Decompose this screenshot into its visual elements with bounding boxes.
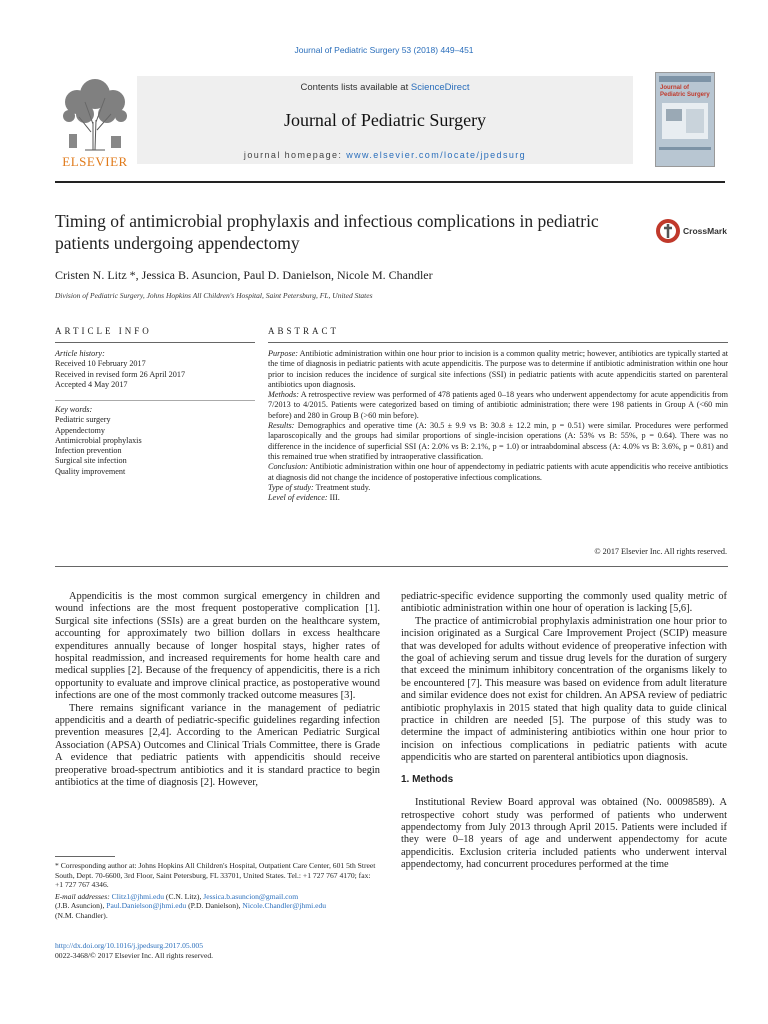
abstract-divider	[268, 342, 728, 343]
history-revised: Received in revised form 26 April 2017	[55, 369, 186, 379]
purpose-text: Antibiotic administration within one hour prior to incision is a common quality metric; however, antibiotics are typically started at the time of diagnosis in pediatric patients with acute appendicitis. The purpose was to determine if antibiotic administration within one hour prior to incision reduces the incidence of surgical site infections (SSI) in pediatric patients with acute appendicitis started on parenteral antibiotics upon diagnosis.	[268, 349, 728, 389]
abstract-evidence	[268, 493, 728, 503]
evidence-label: Level of evidence:	[268, 493, 328, 503]
author-list[interactable]: Cristen N. Litz *, Jessica B. Asuncion, Paul D. Danielson, Nicole M. Chandler	[55, 268, 433, 282]
body-paragraph: pediatric-specific evidence supporting the commonly used quality metric of antibiotic administration within one hour of operation is lacking [5,6].	[401, 591, 727, 615]
journal-title: Journal of Pediatric Surgery	[283, 110, 487, 130]
email-owner: (N.M. Chandler).	[55, 910, 108, 920]
conclusion-text: Antibiotic administration within one hour of appendectomy in pediatric patients with acute appendicitis who receive antibiotics at diagnosis did not change the incidence of postoperative infectious complications.	[268, 462, 728, 482]
abstract-conclusion	[268, 462, 728, 483]
body-column-right	[401, 591, 727, 872]
email-label: E-mail addresses:	[55, 891, 110, 901]
keyword-item: Appendectomy	[55, 425, 106, 435]
contents-line	[137, 82, 633, 93]
abstract-copyright: © 2017 Elsevier Inc. All rights reserved.	[594, 547, 727, 556]
keyword-item: Antimicrobial prophylaxis	[55, 435, 142, 445]
article-info-heading: ARTICLE INFO	[55, 326, 152, 336]
body-paragraph: Appendicitis is the most common surgical emergency in children and wound infections are the most frequent postoperative complication [1]. Surgical site infections (SSIs) are a great burden on the healthcare system, accounting for approximately two billion dollars in excess healthcare expenditures annually because of longer hospital stays, higher rates of hospital readmission, and increased requirements for home health care and medical supplies [2]. Because of the frequency of appendicitis, there is a rich opportunity to evaluate and improve clinical practice, as postoperative wound infections are one of the most commonly tracked outcome measures [3].	[55, 591, 380, 702]
journal-homepage	[137, 150, 633, 160]
abstract-methods	[268, 390, 728, 421]
email-link[interactable]: Clitz1@jhmi.edu	[111, 891, 165, 901]
sciencedirect-link[interactable]: ScienceDirect	[410, 82, 470, 93]
homepage-prefix: journal homepage:	[243, 150, 347, 160]
journal-banner	[137, 76, 633, 164]
methods-label: Methods:	[268, 390, 299, 400]
crossmark-button[interactable]	[655, 218, 735, 246]
journal-masthead	[55, 72, 715, 167]
email-link[interactable]: Nicole.Chandler@jhmi.edu	[242, 901, 327, 911]
study-type-label: Type of study:	[268, 482, 314, 492]
results-label: Results:	[268, 421, 295, 431]
email-owner: (C.N. Litz),	[164, 891, 204, 901]
abstract-body	[268, 349, 728, 503]
abstract-heading: ABSTRACT	[268, 326, 340, 336]
elsevier-wordmark: ELSEVIER	[62, 154, 128, 169]
body-paragraph: The practice of antimicrobial prophylaxis administration one hour prior to incision originated as a Surgical Care Improvement Project (SCIP) measure that was developed for adults without evidence of preoperative infection with the goal of achieving serum and tissue drug levels for the duration of surgery that exceed the minimum inhibitory concentration of the organisms likely to be encountered [7]. This measure was based on evidence from adult literature and similar evidence does not exist for children. An APSA review of pediatric antibiotic prophylaxis in 2015 stated that high quality data to guide clinical practice in children are needed [5]. The purpose of this study was to determine the impact of administering antibiotics within one hour prior to incision on infectious complications in pediatric patients with acute appendicitis who are started on parenteral antibiotics upon diagnosis.	[401, 615, 727, 764]
email-link[interactable]: Jessica.b.asuncion@gmail.com	[203, 891, 299, 901]
keywords-list	[55, 405, 255, 477]
conclusion-label: Conclusion:	[268, 462, 309, 472]
crossmark-icon	[655, 218, 681, 244]
results-text: Demographics and operative time (A: 30.5 ± 9.9 vs B: 30.8 ± 12.2 min, p = 0.51) were similar. Procedures were performed laparoscopically and the groups had similar proportions of single-incision operations (A: 53% vs B: 55%, p = 0.64). There was no difference in the incidence of superficial SSI (A: 2.0% vs B: 2.1%, p = 1.0) or intraabdominal abscess (A: 4.0% vs B: 3.6%, p = 0.81) and this remained true when stratified by intraoperative classification.	[268, 421, 728, 461]
article-title: Timing of antimicrobial prophylaxis and infectious complications in pediatric patients undergoing appendectomy	[55, 211, 599, 253]
abstract-bottom-divider	[55, 566, 728, 567]
elsevier-tree-logo[interactable]	[55, 72, 135, 167]
homepage-link[interactable]: www.elsevier.com/locate/jpedsurg	[346, 150, 527, 160]
keywords-label: Key words:	[55, 405, 93, 414]
email-owner: (J.B. Asuncion),	[55, 901, 107, 911]
email-link[interactable]: Paul.Danielson@jhmi.edu	[106, 901, 187, 911]
journal-cover-thumbnail[interactable]	[655, 72, 715, 167]
corresponding-author-note: * Corresponding author at: Johns Hopkins All Children's Hospital, Outpatient Care Center, 601 5th Street South, Dept. 70-6600, 3rd Floor, Saint Petersburg, FL 33701, United States. Tel.: +1 727 767 4170; fax: +1 727 767 4346.	[55, 861, 376, 890]
body-column-left	[55, 591, 380, 790]
keyword-item: Infection prevention	[55, 446, 122, 456]
article-info-divider	[55, 342, 255, 343]
email-owner: (P.D. Danielson),	[186, 901, 243, 911]
evidence-text: III.	[327, 493, 340, 503]
keyword-item: Pediatric surgery	[55, 415, 111, 425]
crossmark-label: CrossMark	[683, 226, 727, 236]
study-type-text: Treatment study.	[313, 482, 371, 492]
email-addresses	[55, 892, 380, 921]
article-history	[55, 349, 255, 390]
doi-block	[55, 941, 213, 961]
body-paragraph: Institutional Review Board approval was obtained (No. 00098589). A retrospective cohort study was performed of patients who underwent appendectomy from July 2013 through April 2015. Patients were included if they were 0–18 years of age and underwent appendectomy for acute appendicitis. Exclusion criteria included patients who underwent interval appendectomy, had concurrent procedures performed at the time	[401, 797, 727, 871]
author-affiliation: Division of Pediatric Surgery, Johns Hopkins All Children's Hospital, Saint Petersburg, FL, United States	[55, 291, 373, 300]
keywords-divider	[55, 400, 255, 401]
abstract-purpose	[268, 349, 728, 390]
journal-citation-link[interactable]: Journal of Pediatric Surgery 53 (2018) 449–451	[294, 45, 474, 55]
footnote-divider	[55, 856, 115, 857]
history-received: Received 10 February 2017	[55, 359, 146, 369]
body-paragraph: There remains significant variance in the management of pediatric appendicitis and a dearth of pediatric-specific guidelines regarding infection prevention measures [2,4]. According to the American Pediatric Surgical Association (APSA) Outcomes and Clinical Trials Committee, there is Grade A evidence that pediatric patients with appendicitis should receive preoperative broad-spectrum antibiotics and it is standard practice to begin antibiotics at the time of diagnosis [2]. However,	[55, 702, 380, 789]
purpose-label: Purpose:	[268, 349, 299, 358]
contents-prefix: Contents lists available at	[300, 82, 411, 93]
cover-title-line1: Journal of	[660, 85, 690, 91]
history-label: Article history:	[55, 349, 105, 358]
history-accepted: Accepted 4 May 2017	[55, 379, 128, 389]
methods-section-heading: 1. Methods	[401, 773, 454, 785]
header-divider	[55, 181, 725, 183]
keyword-item: Quality improvement	[55, 466, 126, 476]
cover-title-line2: Pediatric Surgery	[660, 92, 710, 98]
issn-copyright: 0022-3468/© 2017 Elsevier Inc. All rights reserved.	[55, 951, 214, 960]
abstract-study-type	[268, 483, 728, 493]
keyword-item: Surgical site infection	[55, 456, 127, 466]
abstract-results	[268, 421, 728, 462]
cover-artwork	[656, 73, 714, 166]
methods-text: A retrospective review was performed of 478 patients aged 0–18 years who underwent appendectomy for acute appendicitis from 7/2013 to 4/2015. Patients were categorized based on timing of antibiotic administration; there were 198 patients in Group A (<60 min before) and 280 in Group B (>60 min before).	[268, 390, 728, 420]
doi-link[interactable]: http://dx.doi.org/10.1016/j.jpedsurg.2017.05.005	[55, 941, 204, 950]
footnotes	[55, 861, 380, 923]
